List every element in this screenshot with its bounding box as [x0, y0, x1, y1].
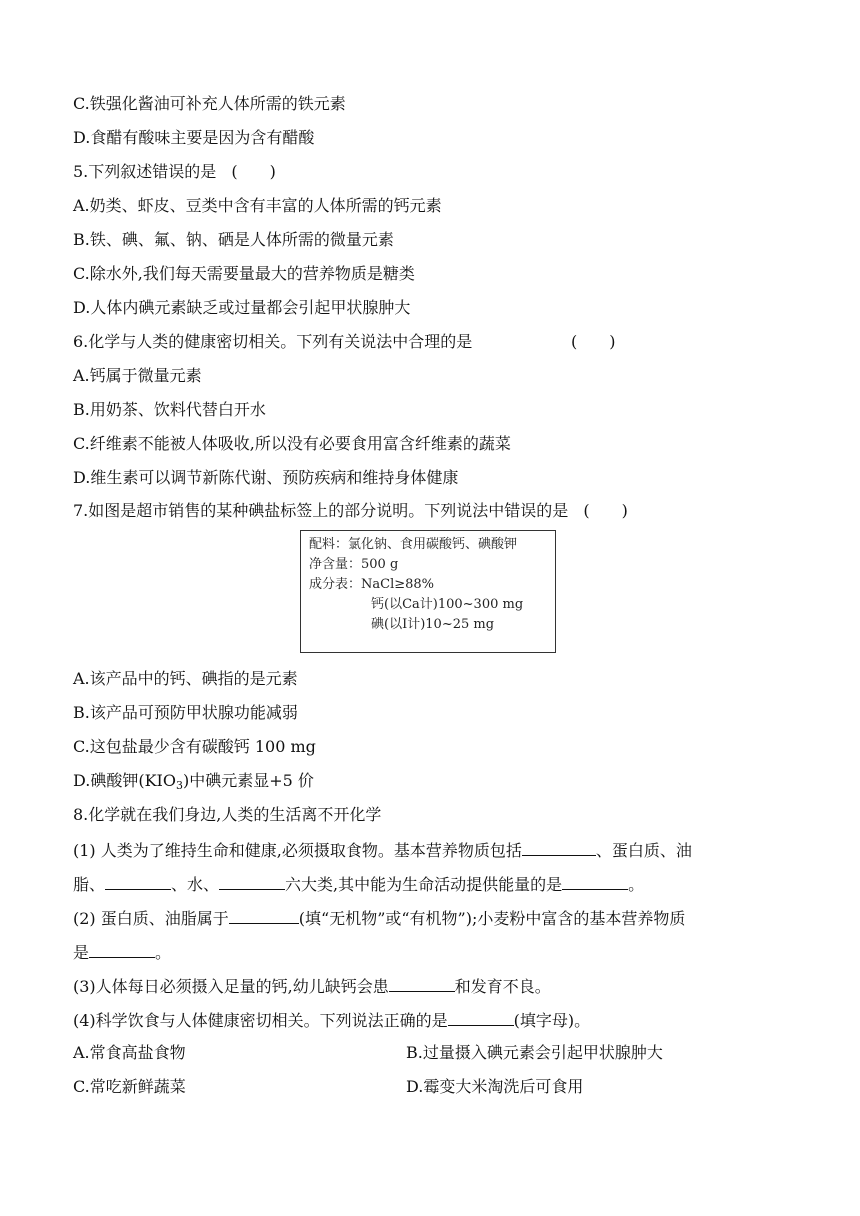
q5-option-b: B.铁、碘、氟、钠、硒是人体所需的微量元素: [73, 230, 394, 249]
q7-stem-text: 7.如图是超市销售的某种碘盐标签上的部分说明。下列说法中错误的是: [73, 501, 569, 520]
q8-p2-text-b: (填“无机物”或“有机物”);小麦粉中富含的基本营养物质: [298, 909, 686, 928]
q7-option-d-pre: D.碘酸钾(KIO: [73, 771, 176, 790]
q8-part2-line1: [73, 907, 685, 929]
q5-option-a: A.奶类、虾皮、豆类中含有丰富的人体所需的钙元素: [73, 196, 442, 215]
q8-blank-8[interactable]: [448, 1009, 514, 1026]
q8-blank-6[interactable]: [89, 941, 155, 958]
salt-label-figure: [300, 530, 556, 653]
q8-blank-2[interactable]: [105, 873, 171, 890]
q4-option-c: C.铁强化酱油可补充人体所需的铁元素: [73, 94, 346, 113]
q8-blank-1[interactable]: [522, 839, 596, 856]
q6-option-c: C.纤维素不能被人体吸收,所以没有必要食用富含纤维素的蔬菜: [73, 434, 511, 453]
q8-p1-text-e: 六大类,其中能为生命活动提供能量的是: [285, 875, 563, 894]
q8-option-a: A.常食高盐食物: [73, 1043, 186, 1062]
q8-option-d: D.霉变大米淘洗后可食用: [406, 1077, 584, 1096]
q8-p1-text-a: (1) 人类为了维持生命和健康,必须摄取食物。基本营养物质包括: [73, 841, 522, 860]
label-composition: 成分表：NaCl≥88%: [309, 577, 435, 592]
q7-option-b: B.该产品可预防甲状腺功能减弱: [73, 703, 298, 722]
label-ingredients: 配料：氯化钠、食用碳酸钙、碘酸钾: [309, 537, 518, 552]
q8-part1-line2: [73, 873, 644, 895]
q8-blank-5[interactable]: [229, 907, 299, 924]
q8-blank-4[interactable]: [562, 873, 628, 890]
q8-p1-text-d: 、水、: [171, 875, 220, 894]
q7-option-d-subscript: 3: [175, 779, 183, 792]
q8-part3: [73, 975, 551, 997]
label-calcium: 钙(以Ca计)100~300 mg: [371, 597, 524, 612]
q8-option-b: B.过量摄入碘元素会引起甲状腺肿大: [406, 1043, 663, 1062]
q8-p2-text-c: 是: [73, 943, 90, 962]
q8-option-c: C.常吃新鲜蔬菜: [73, 1077, 186, 1096]
q6-option-b: B.用奶茶、饮料代替白开水: [73, 400, 266, 419]
q8-blank-7[interactable]: [389, 975, 455, 992]
q8-p3-text-b: 和发育不良。: [454, 977, 551, 996]
q5-stem: [73, 162, 276, 182]
q6-answer-paren: ( ): [571, 332, 616, 351]
q8-part2-line2: [73, 941, 171, 963]
q8-p1-text-b: 、蛋白质、油: [595, 841, 692, 860]
q8-p4-text-b: (填字母)。: [513, 1011, 591, 1030]
label-iodine: 碘(以I计)10~25 mg: [371, 617, 495, 632]
q8-p1-text-f: 。: [628, 875, 645, 894]
q8-part4: [73, 1009, 590, 1031]
q7-option-a: A.该产品中的钙、碘指的是元素: [73, 669, 298, 688]
q5-answer-paren: ( ): [231, 162, 276, 181]
label-net-weight: 净含量：500 g: [309, 557, 399, 572]
q7-stem: [73, 501, 628, 521]
q5-option-d: D.人体内碘元素缺乏或过量都会引起甲状腺肿大: [73, 298, 411, 317]
q6-stem-text: 6.化学与人类的健康密切相关。下列有关说法中合理的是: [73, 332, 473, 351]
q7-option-d-post: )中碘元素显+5 价: [182, 771, 314, 790]
q6-option-d: D.维生素可以调节新陈代谢、预防疾病和维持身体健康: [73, 468, 459, 487]
q8-p2-text-a: (2) 蛋白质、油脂属于: [73, 909, 229, 928]
q7-option-d: [73, 771, 314, 796]
q5-stem-text: 5.下列叙述错误的是: [73, 162, 217, 181]
q8-p4-text-a: (4)科学饮食与人体健康密切相关。下列说法正确的是: [73, 1011, 448, 1030]
q8-blank-3[interactable]: [219, 873, 285, 890]
q8-part1-line1: [73, 839, 692, 861]
q6-option-a: A.钙属于微量元素: [73, 366, 202, 385]
q7-option-c: C.这包盐最少含有碳酸钙 100 mg: [73, 737, 316, 756]
q8-stem: 8.化学就在我们身边,人类的生活离不开化学: [73, 805, 382, 824]
q4-option-d: D.食醋有酸味主要是因为含有醋酸: [73, 128, 315, 147]
q8-p3-text-a: (3)人体每日必须摄入足量的钙,幼儿缺钙会患: [73, 977, 389, 996]
q8-p1-text-c: 脂、: [73, 875, 106, 894]
q5-option-c: C.除水外,我们每天需要量最大的营养物质是糖类: [73, 264, 415, 283]
q6-stem: [73, 332, 616, 352]
q8-p2-text-d: 。: [155, 943, 172, 962]
q7-answer-paren: ( ): [583, 501, 628, 520]
